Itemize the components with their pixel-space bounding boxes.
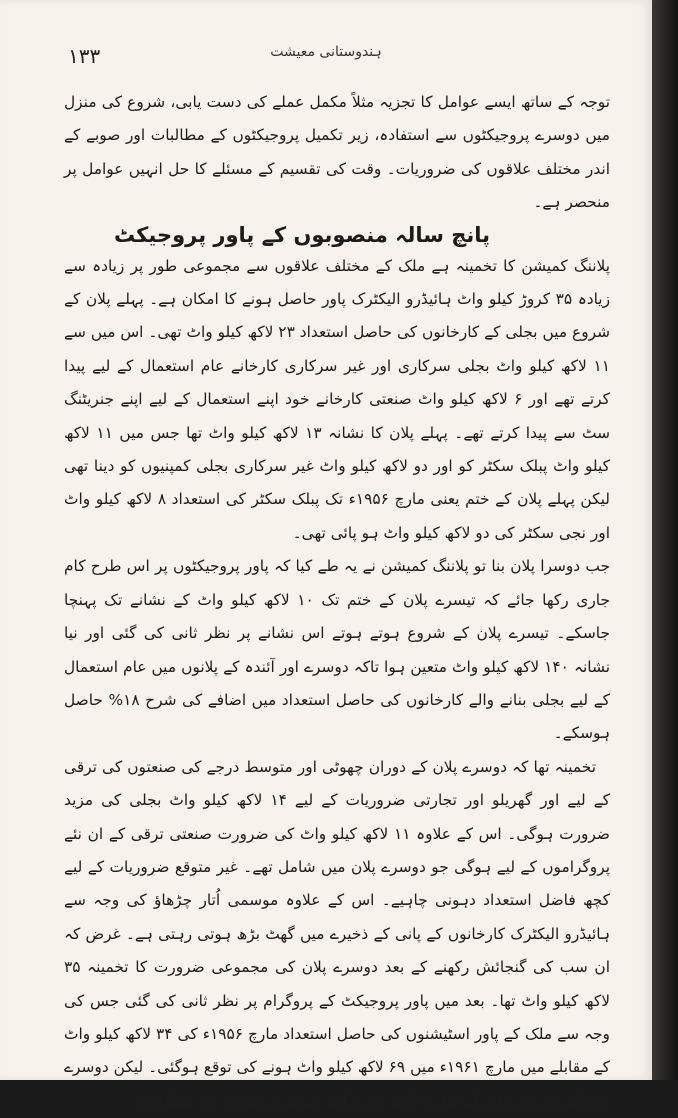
section-heading: پانچ سالہ منصوبوں کے پاور پروجیکٹ — [113, 222, 490, 247]
body-text — [64, 86, 610, 1118]
paragraph-4: تخمینہ تھا کہ دوسرے پلان کے دوران چھوٹی اور متوسط درجے کی صنعتوں کی ترقی کے لیے اور گھریلو اور تجارتی ضروریات کے لیے ۱۴ لاکھ کیلو واٹ بجلی کی مزید ضرورت ہوگی۔ اس کے علاوہ ۱۱ لاکھ کیلو واٹ کی ضرورت صنعتی ترقی کے ان نئے پروگراموں کے لیے ہوگی جو دوسرے پلان میں شامل تھے۔ غیر متوقع ضروریات کے لیے کچھ فاضل استعداد دہونی چاہیے۔ اس کے علاوہ موسمی اُتار چڑھاؤ کی وجہ سے ہائیڈرو الیکٹرک کارخانوں کے پانی کے ذخیرے میں گھٹ بڑھ ہوتی رہتی ہے۔ غرض کہ ان سب کی گنجائش رکھنے کے بعد دوسرے پلان کی مجموعی ضرورت کا تخمینہ ۳۵ لاکھ کیلو واٹ تھا۔ بعد میں پاور پروجیکٹ کے پروگرام پر نظر ثانی کی گئی جس کی وجہ سے ملک کے پاور اسٹیشنوں کی حاصل استعداد مارچ ۱۹۵۶ء کی ۳۴ لاکھ کیلو واٹ کے مقابلے میں مارچ ۱۹۶۱ء میں ۶۹ لاکھ کیلو واٹ ہونے کی توقع ہوگئی۔ لیکن دوسرے پلان کے دوران بجلی کے بھاری آلات کی درآمد کے لیے زرمبادلہ کی مشکلات — [64, 757, 611, 1110]
running-head: ہندوستانی معیشت — [270, 44, 382, 60]
page-number: ۱۳۳ — [68, 44, 101, 68]
page-edge-shadow — [652, 0, 678, 1080]
paragraph-3: جب دوسرا پلان بنا تو پلاننگ کمیشن نے یہ طے کیا کہ پاور پروجیکٹوں پر اس طرح کام جاری رکھا جائے کہ تیسرے پلان کے ختم تک ۱۰ لاکھ کیلو واٹ کے نشانے تک پہنچا جاسکے۔ تیسرے پلان کے شروع ہوتے ہوتے اس نشانے پر نظر ثانی کی گئی اور نیا نشانہ ۱۴۰ لاکھ کیلو واٹ متعین ہوا تاکہ دوسرے اور آئندہ کے پلانوں میں عام استعمال کے لیے بجلی بنانے والے کارخانوں کی حاصل استعداد میں اضافے کی شرح ۱۸% حاصل ہوسکے۔ — [64, 557, 610, 743]
paragraph-2: پلاننگ کمیشن کا تخمینہ ہے ملک کے مختلف علاقوں سے مجموعی طور پر زیادہ سے زیادہ ۳۵ کروڑ کیلو واٹ ہائیڈرو الیکٹرک پاور حاصل ہونے کا امکان ہے۔ پہلے پلان کے شروع میں بجلی کے کارخانوں کی حاصل استعداد ۲۳ لاکھ کیلو واٹ تھی۔ اس میں سے ۱۱ لاکھ کیلو واٹ بجلی سرکاری اور غیر سرکاری کارخانے عام استعمال کے لیے پیدا کرتے تھے اور ۶ لاکھ کیلو واٹ صنعتی کارخانے خود اپنے استعمال کے لیے اپنے جنریٹنگ سٹ سے پیدا کرتے تھے۔ پہلے پلان کا نشانہ ۱۳ لاکھ کیلو واٹ تھا جس میں ۱۱ لاکھ کیلو واٹ پبلک سکٹر کو اور دو لاکھ کیلو واٹ غیر سرکاری بجلی کمپنیوں کو دینا تھی لیکن پہلے پلان کے ختم یعنی مارچ ۱۹۵۶ء تک پبلک سکٹر کی استعداد ۸ لاکھ کیلو واٹ اور نجی سکٹر کی دو لاکھ کیلو واٹ ہو پائی تھی۔ — [64, 256, 611, 542]
paragraph-1: توجہ کے ساتھ ایسے عوامل کا تجزیہ مثلاً مکمل عملے کی دست یابی، شروع کی منزل میں دوسرے پروجیکٹوں سے استفادہ، زیر تکمیل پروجیکٹوں کے مطالبات اور صوبے کے اندر مختلف علاقوں کی ضروریات۔ وقت کی تقسیم کے مسئلے کا حل انہیں عوامل پر منحصر ہے۔ — [64, 93, 610, 212]
